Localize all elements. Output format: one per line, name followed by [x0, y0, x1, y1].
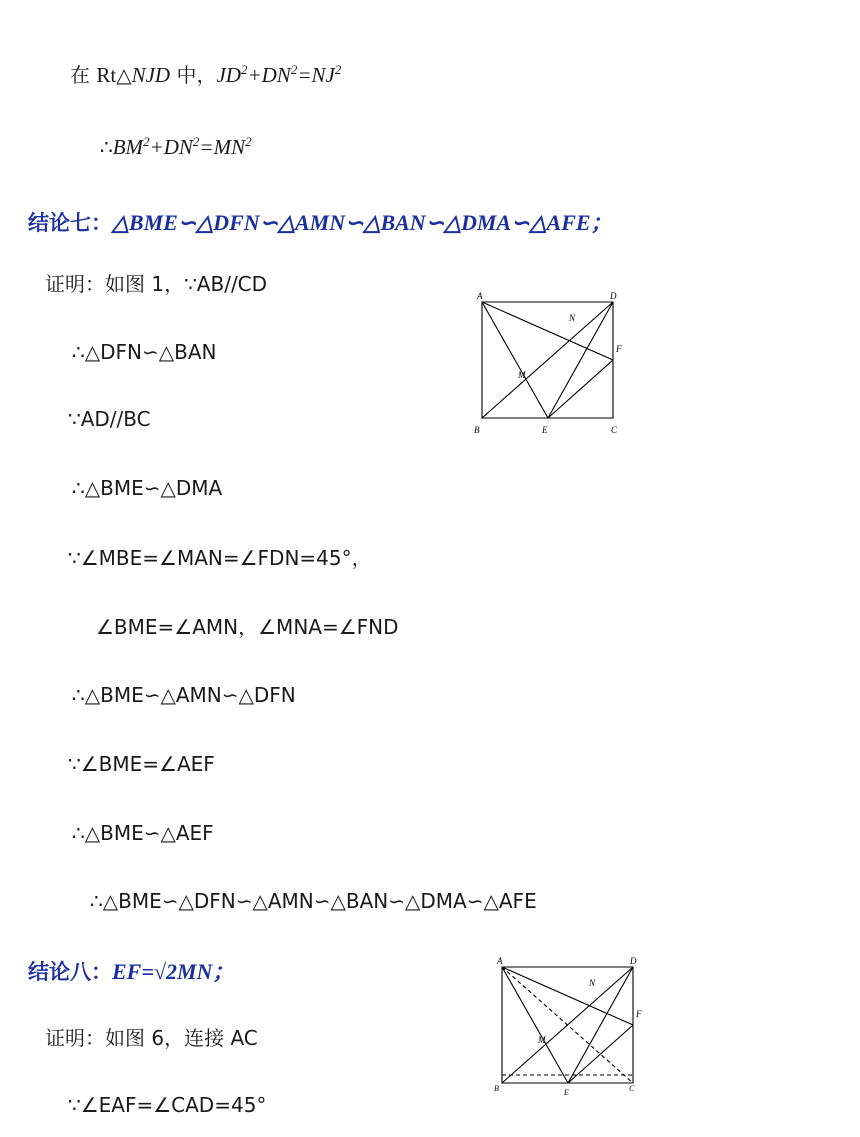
figure-6-label-A: A [497, 956, 503, 966]
proof-seven-step-3: ∵∠MBE=∠MAN=∠FDN=45°， [68, 546, 372, 570]
figure-6-svg [490, 955, 655, 1110]
figure-1-label-E: E [542, 425, 548, 435]
figure-6-label-C: C [629, 1084, 635, 1093]
figure-6-label-M: M [538, 1035, 546, 1045]
conclusion-eight-body: EF=√2MN； [112, 959, 235, 984]
conclusion-eight-label: 结论八： [28, 960, 112, 984]
proof-seven-step-4: ∠BME=∠AMN，∠MNA=∠FND [96, 615, 399, 639]
line1-rt: Rt [96, 63, 117, 87]
line1-dn: DN [261, 63, 291, 87]
line2-mn: MN [213, 135, 246, 159]
figure-6-label-F: F [636, 1009, 642, 1019]
proof-seven-step-6: ∵∠BME=∠AEF [68, 752, 215, 776]
proof-eight-step-0: ∵∠EAF=∠CAD=45° [68, 1093, 267, 1117]
line1-nj: NJ [311, 63, 335, 87]
figure-6-label-B: B [494, 1084, 499, 1093]
line1-cn-mid: 中， [170, 63, 217, 87]
conclusion-seven-label: 结论七： [28, 211, 112, 235]
line1-sup1: 2 [240, 62, 248, 77]
figure-6 [490, 955, 655, 1110]
line1-jd: JD [216, 63, 241, 87]
line1-triangle-icon: △ [116, 63, 132, 87]
conclusion-seven-heading [28, 206, 613, 237]
proof-seven-step-0: ∴△DFN∽△BAN [72, 340, 217, 364]
figure-1 [470, 290, 635, 445]
line2-sup2: 2 [192, 134, 200, 149]
figure-1-label-M: M [518, 370, 526, 380]
line1-cn-prefix: 在 [70, 63, 97, 87]
proof-seven-step-1: ∵AD//BC [68, 407, 151, 431]
figure-6-label-N: N [589, 978, 596, 988]
figure-6-label-E: E [564, 1088, 569, 1097]
proof-seven-step-8: ∴△BME∽△DFN∽△AMN∽△BAN∽△DMA∽△AFE [90, 889, 537, 913]
line1-sup3: 2 [334, 62, 342, 77]
figure-1-label-D: D [610, 291, 617, 301]
line2-plus: + [149, 135, 164, 159]
figure-1-label-C: C [611, 425, 618, 435]
proof-seven-step-5: ∴△BME∽△AMN∽△DFN [72, 683, 296, 707]
conclusion-seven-body: △BME∽△DFN∽△AMN∽△BAN∽△DMA∽△AFE； [112, 210, 613, 235]
line1-sup2: 2 [290, 62, 298, 77]
line2-equals: = [199, 135, 214, 159]
line2-sup1: 2 [143, 134, 150, 149]
proof-seven-intro: 证明：如图 1，∵AB//CD [45, 272, 268, 296]
figure-1-label-A: A [477, 291, 483, 301]
figure-1-svg [470, 290, 635, 445]
text-line-bm-dn-mn [100, 134, 252, 160]
line1-plus1: + [247, 63, 262, 87]
proof-seven-step-2: ∴△BME∽△DMA [72, 476, 223, 500]
text-line-rt-njd [70, 62, 341, 88]
line2-dn: DN [163, 135, 193, 159]
line2-therefore-icon: ∴ [100, 135, 113, 159]
line1-equals: = [297, 63, 312, 87]
line2-sup3: 2 [245, 134, 252, 149]
conclusion-eight-heading [28, 955, 234, 986]
figure-6-label-D: D [630, 956, 637, 966]
figure-1-label-F: F [616, 344, 622, 354]
figure-1-label-B: B [474, 425, 480, 435]
figure-1-label-N: N [569, 313, 576, 323]
line1-njd: NJD [131, 63, 171, 87]
proof-seven-step-7: ∴△BME∽△AEF [72, 821, 214, 845]
proof-eight-intro: 证明：如图 6，连接 AC [45, 1026, 258, 1050]
line2-bm: BM [112, 135, 144, 159]
